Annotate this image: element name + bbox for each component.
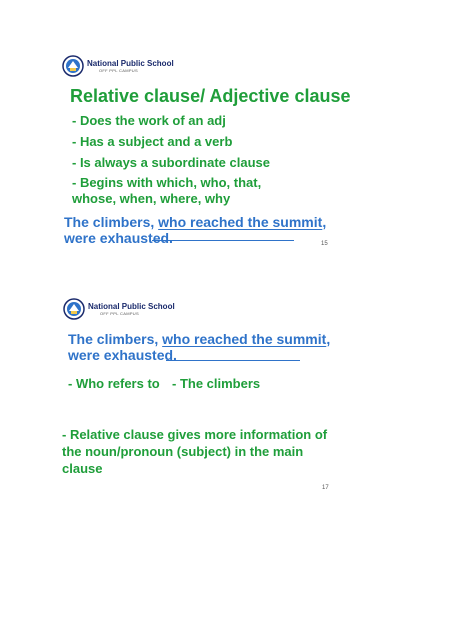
note-line1: - Relative clause gives more information of	[62, 427, 328, 442]
slide-15	[0, 0, 474, 290]
sentence-subject: The climbers,	[68, 331, 163, 347]
school-name: National Public School	[88, 301, 175, 311]
slide-title: Relative clause/ Adjective clause	[70, 86, 351, 106]
page-number: 15	[321, 241, 328, 247]
example-sentence-line2: were exhausted.	[64, 230, 173, 246]
bullet-subordinate: - Is always a subordinate clause	[72, 155, 270, 170]
bullet-adj-work: - Does the work of an adj	[72, 113, 226, 128]
page-number: 17	[322, 485, 329, 491]
slide-17	[0, 290, 474, 632]
sentence-subject: The climbers,	[64, 214, 159, 230]
school-campus: OFF PPL CAMPUS	[99, 67, 138, 73]
relative-clause: who reached the summit	[162, 331, 327, 347]
school-emblem-icon	[63, 298, 85, 320]
school-logo	[62, 55, 174, 77]
clause-underline-rule	[152, 240, 294, 241]
example-sentence-line2: were exhausted.	[68, 347, 177, 363]
relative-clause: who reached the summit	[158, 214, 323, 230]
school-logo	[63, 298, 175, 320]
refers-target: - The climbers	[172, 376, 261, 391]
school-campus: OFF PPL CAMPUS	[100, 310, 139, 316]
sentence-comma: ,	[326, 331, 331, 347]
bullet-subject-verb: - Has a subject and a verb	[72, 134, 233, 149]
sentence-comma: ,	[322, 214, 327, 230]
school-name: National Public School	[87, 58, 174, 68]
school-emblem-icon	[62, 55, 84, 77]
bullet-begins-with-cont: whose, when, where, why	[72, 191, 231, 206]
refers-label: - Who refers to	[68, 376, 160, 391]
note-line2: the noun/pronoun (subject) in the main	[62, 444, 304, 459]
bullet-begins-with: - Begins with which, who, that,	[72, 175, 262, 190]
note-line3: clause	[62, 461, 103, 476]
clause-underline-rule	[166, 360, 300, 361]
